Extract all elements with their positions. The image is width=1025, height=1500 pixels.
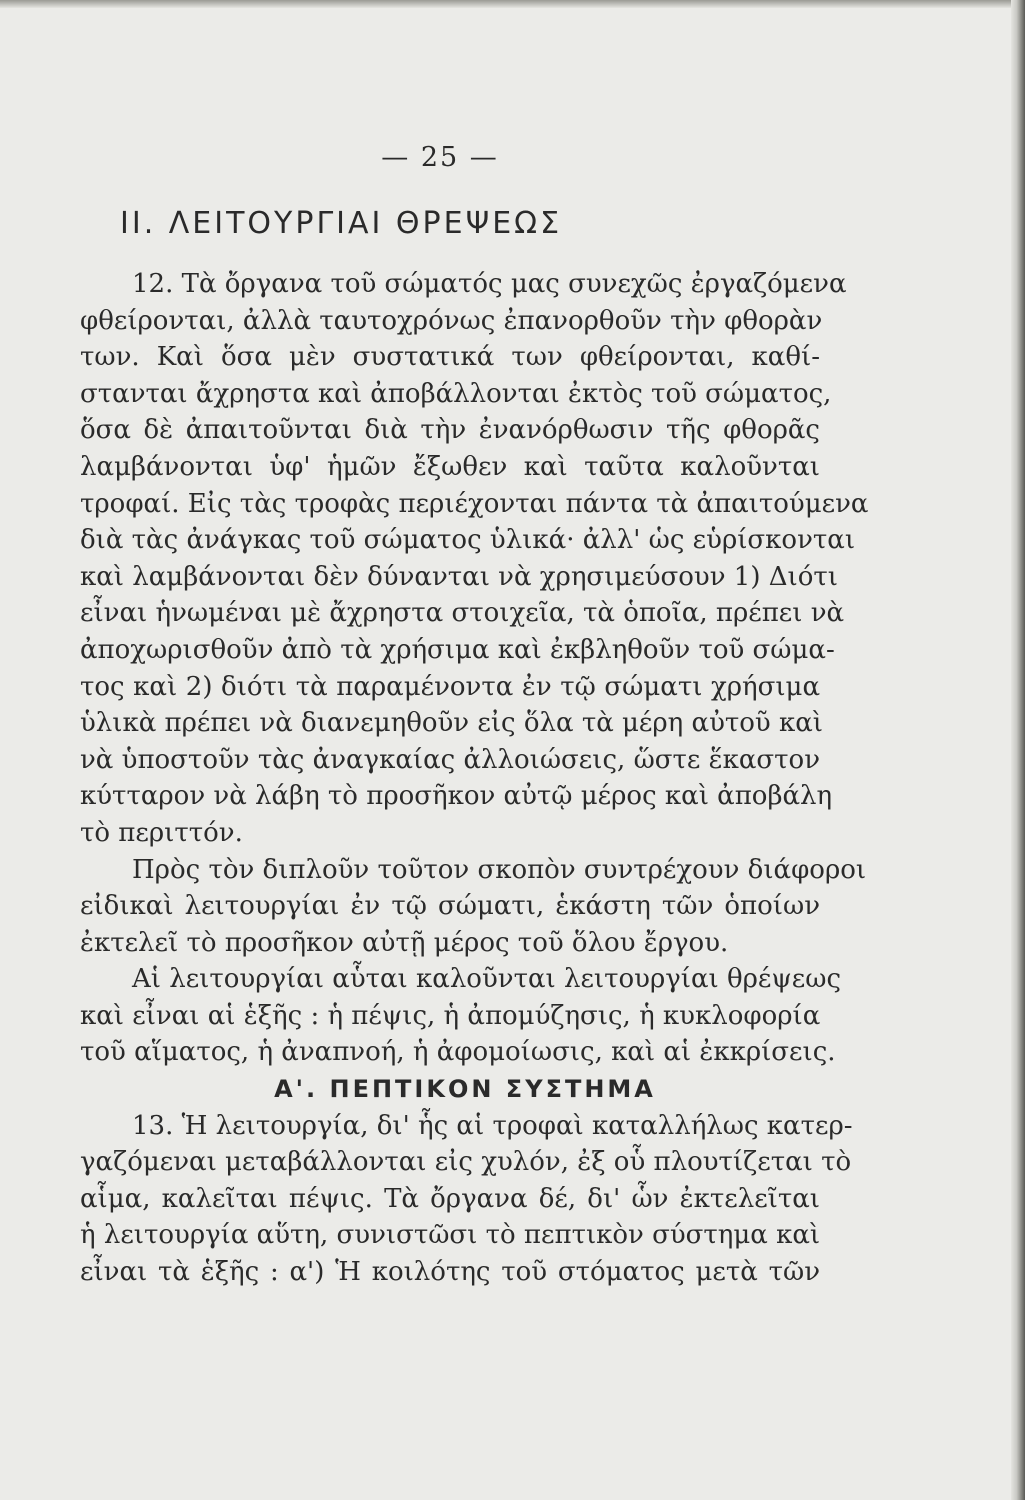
- text-line: εἰδικαὶ λειτουργίαι ἐν τῷ σώματι, ἑκάστη τῶν ὁποίων: [80, 891, 820, 922]
- text-line: νὰ ὑποστοῦν τὰς ἀναγκαίας ἀλλοιώσεις, ὥστε ἕκαστον: [80, 744, 820, 775]
- chapter-heading: II. ΛΕΙΤΟΥΡΓΙΑΙ ΘΡΕΨΕΩΣ: [120, 206, 563, 241]
- text-line: ὅσα δὲ ἀπαιτοῦνται διὰ τὴν ἐνανόρθωσιν τῆς φθορᾶς: [80, 415, 820, 446]
- page-top-edge: [0, 0, 1025, 8]
- text-line: ὑλικὰ πρέπει νὰ διανεμηθοῦν εἰς ὅλα τὰ μέρη αὐτοῦ καὶ: [80, 708, 823, 739]
- text-line: διὰ τὰς ἀνάγκας τοῦ σώματος ὑλικά· ἀλλ' ὡς εὑρίσκονται: [80, 525, 856, 556]
- section-heading: Α'. ΠΕΠΤΙΚΟΝ ΣΥΣΤΗΜΑ: [274, 1075, 656, 1104]
- text-line: φθείρονται, ἀλλὰ ταυτοχρόνως ἐπανορθοῦν τὴν φθορὰν: [80, 305, 823, 336]
- text-line: κύτταρον νὰ λάβη τὸ προσῆκον αὐτῷ μέρος καὶ ἀποβάλη: [80, 781, 833, 812]
- text-line: καὶ εἶναι αἱ ἑξῆς : ἡ πέψις, ἡ ἀπομύζησις, ἡ κυκλοφορία: [80, 1000, 821, 1031]
- text-line: καὶ λαμβάνονται δὲν δύνανται νὰ χρησιμεύσουν 1) Διότι: [80, 561, 838, 592]
- text-line: στανται ἄχρηστα καὶ ἀποβάλλονται ἐκτὸς τοῦ σώματος,: [80, 378, 832, 409]
- text-line: λαμβάνονται ὑφ' ἡμῶν ἔξωθεν καὶ ταῦτα καλοῦνται: [80, 451, 820, 482]
- page-number: — 25 —: [381, 142, 499, 173]
- text-line: ἐκτελεῖ τὸ προσῆκον αὐτῇ μέρος τοῦ ὅλου ἔργου.: [80, 927, 729, 958]
- text-line: Αἱ λειτουργίαι αὗται καλοῦνται λειτουργίαι θρέψεως: [132, 964, 842, 995]
- text-line: Πρὸς τὸν διπλοῦν τοῦτον σκοπὸν συντρέχουν διάφοροι: [132, 854, 867, 885]
- text-line: ἡ λειτουργία αὕτη, συνιστῶσι τὸ πεπτικὸν σύστημα καὶ: [80, 1220, 821, 1251]
- text-line: ἀποχωρισθοῦν ἀπὸ τὰ χρήσιμα καὶ ἐκβληθοῦν τοῦ σώμα-: [80, 634, 835, 665]
- text-line: 12. Τὰ ὄργανα τοῦ σώματός μας συνεχῶς ἐργαζόμενα: [132, 269, 847, 299]
- text-line: εἶναι τὰ ἑξῆς : α') Ἡ κοιλότης τοῦ στόματος μετὰ τῶν: [80, 1257, 820, 1288]
- body-text: [80, 266, 869, 1291]
- text-line: γαζόμεναι μεταβάλλονται εἰς χυλόν, ἐξ οὗ πλουτίζεται τὸ: [80, 1147, 852, 1178]
- text-line: των. Καὶ ὅσα μὲν συστατικά των φθείρονται, καθί-: [80, 342, 820, 373]
- text-line: τὸ περιττόν.: [80, 817, 243, 848]
- text-line: τος καὶ 2) διότι τὰ παραμένοντα ἐν τῷ σώματι χρήσιμα: [80, 671, 820, 702]
- page-right-edge: [1011, 0, 1025, 1500]
- text-line: 13. Ἡ λειτουργία, δι' ἧς αἱ τροφαὶ καταλλήλως κατερ-: [132, 1110, 853, 1141]
- text-line: τροφαί. Εἰς τὰς τροφὰς περιέχονται πάντα τὰ ἀπαιτούμενα: [80, 488, 869, 519]
- text-line: αἷμα, καλεῖται πέψις. Τὰ ὄργανα δέ, δι' ὧν ἐκτελεῖται: [80, 1183, 820, 1214]
- text-line: τοῦ αἵματος, ἡ ἀναπνοή, ἡ ἀφομοίωσις, καὶ αἱ ἐκκρίσεις.: [80, 1037, 836, 1068]
- text-line: εἶναι ἡνωμέναι μὲ ἄχρηστα στοιχεῖα, τὰ ὁποῖα, πρέπει νὰ: [80, 598, 845, 629]
